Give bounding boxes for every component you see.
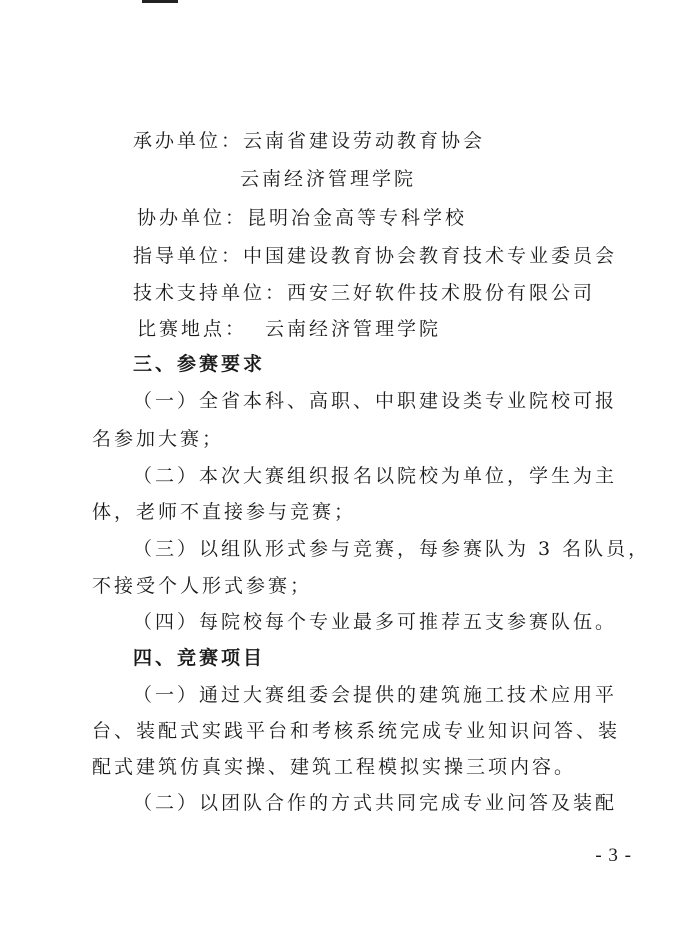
section-3-p1-line2: 名参加大赛；	[92, 428, 225, 450]
tech-label: 技术支持单位：	[133, 282, 288, 304]
venue-label: 比赛地点：	[137, 318, 248, 340]
co-organizer-line	[137, 206, 467, 230]
section-4-heading: 四、竞赛项目	[133, 647, 266, 669]
section-4-p1-line2: 台、装配式实践平台和考核系统完成专业知识问答、装	[92, 720, 621, 742]
section-3-p3-line2: 不接受个人形式参赛；	[92, 575, 313, 597]
tech-support-line	[133, 281, 595, 305]
section-3-p4-line1: （四）每院校每个专业最多可推荐五支参赛队伍。	[133, 611, 618, 633]
section-4-p2-line1: （二）以团队合作的方式共同完成专业问答及装配	[133, 792, 618, 814]
top-edge-mark	[142, 0, 178, 3]
guide-unit-line	[133, 244, 617, 268]
host-value-1: 云南省建设劳动教育协会	[243, 130, 486, 152]
guide-label: 指导单位：	[133, 245, 244, 267]
section-3-p2-line1: （二）本次大赛组织报名以院校为单位，学生为主	[133, 465, 618, 487]
host-organizer-line-2	[240, 167, 416, 191]
page-number: - 3 -	[595, 845, 632, 866]
host-organizer-line	[133, 129, 485, 153]
tech-value: 西安三好软件技术股份有限公司	[287, 282, 596, 304]
section-4-p1-line3: 配式建筑仿真实操、建筑工程模拟实操三项内容。	[92, 756, 577, 778]
section-3-heading: 三、参赛要求	[133, 353, 266, 375]
section-4-p1-line1: （一）通过大赛组委会提供的建筑施工技术应用平	[133, 684, 618, 706]
section-3-p1-line1: （一）全省本科、高职、中职建设类专业院校可报	[133, 390, 618, 412]
host-label: 承办单位：	[133, 130, 244, 152]
venue-value: 云南经济管理学院	[265, 318, 442, 340]
guide-value: 中国建设教育协会教育技术专业委员会	[243, 245, 618, 267]
co-value: 昆明冶金高等专科学校	[247, 207, 468, 229]
venue-line	[137, 317, 441, 341]
section-3-p3-line1: （三）以组队形式参与竞赛，每参赛队为 3 名队员，	[133, 538, 651, 560]
co-label: 协办单位：	[137, 207, 248, 229]
section-3-p2-line2: 体，老师不直接参与竞赛；	[92, 501, 357, 523]
host-value-2: 云南经济管理学院	[240, 168, 417, 190]
